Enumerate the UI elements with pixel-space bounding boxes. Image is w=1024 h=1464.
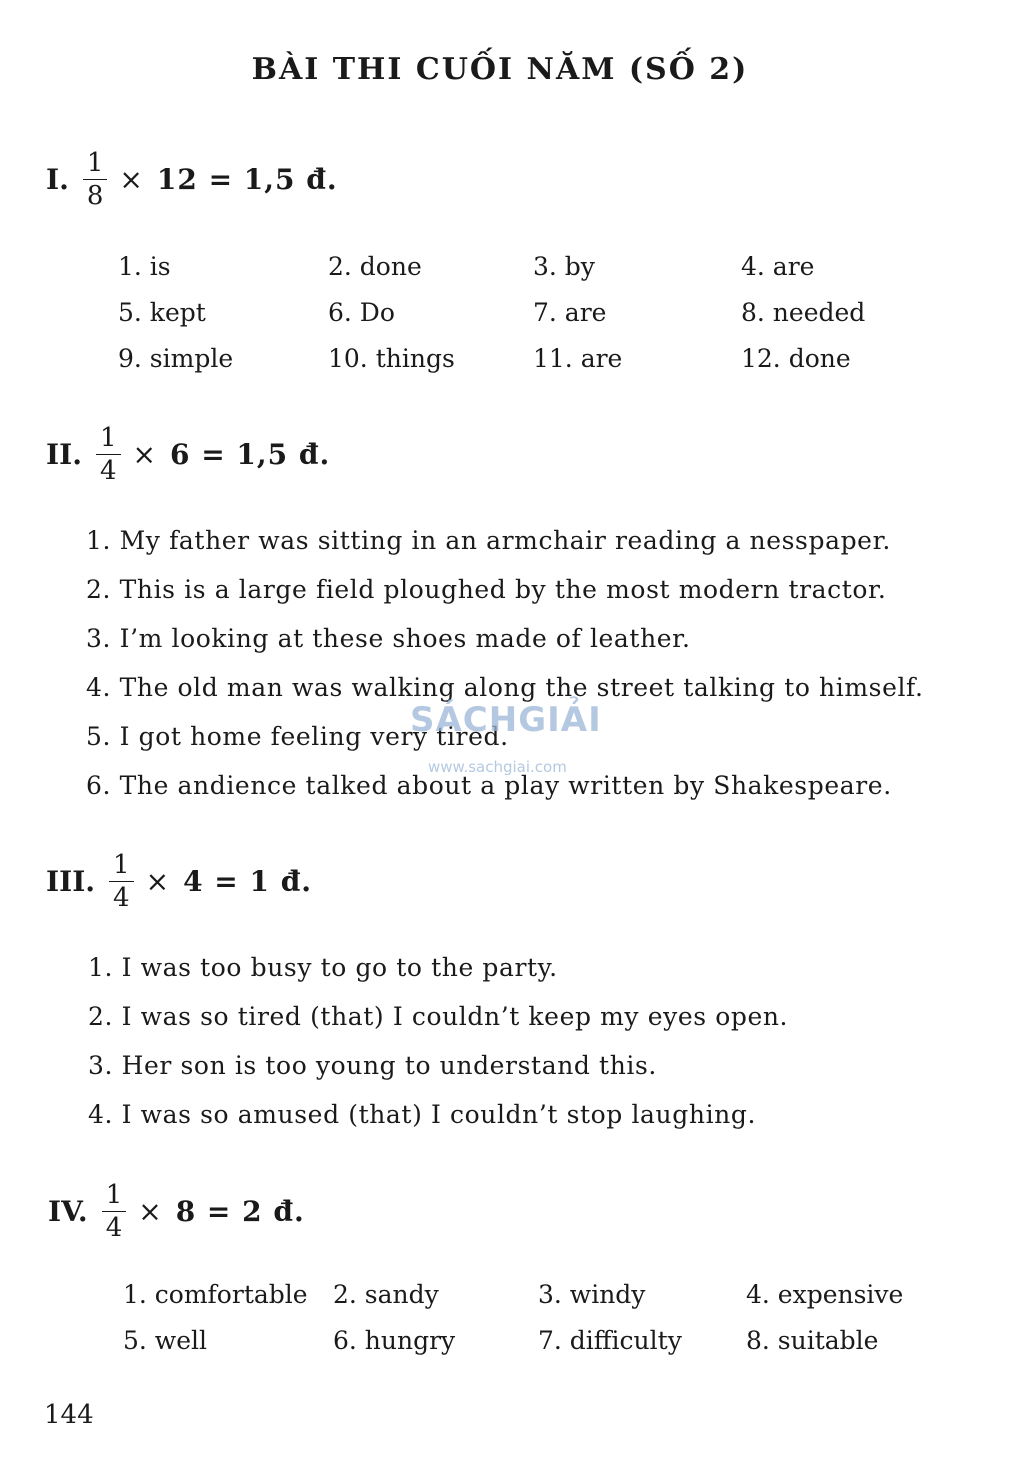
section-4-denominator: 4	[105, 1213, 123, 1243]
answer-item: 1. comfortable	[123, 1280, 308, 1309]
page-number: 144	[44, 1400, 94, 1430]
section-1-times-sign: ×	[119, 163, 143, 196]
answer-item: 3. windy	[538, 1280, 646, 1309]
section-4-expression: 8 = 2 đ.	[175, 1195, 305, 1228]
watermark-url: www.sachgiai.com	[428, 758, 567, 776]
page-title: BÀI THI CUỐI NĂM (SỐ 2)	[251, 52, 749, 87]
answer-sentence: 1. My father was sitting in an armchair reading a nesspaper.	[86, 526, 891, 555]
answer-sentence: 4. The old man was walking along the street talking to himself.	[86, 673, 924, 702]
answer-item: 7. difficulty	[538, 1326, 682, 1355]
answer-sentence: 1. I was too busy to go to the party.	[88, 953, 558, 982]
section-4-heading	[48, 1182, 305, 1241]
section-3-answers	[88, 943, 788, 1139]
answer-item: 3. by	[533, 252, 595, 281]
answer-item: 6. Do	[328, 298, 395, 327]
section-2-denominator: 4	[99, 456, 117, 486]
section-4-answers	[123, 1278, 946, 1358]
answer-sentence: 3. Her son is too young to understand this.	[88, 1051, 657, 1080]
answer-item: 2. sandy	[333, 1280, 439, 1309]
answer-sentence: 3. I’m looking at these shoes made of leather.	[86, 624, 691, 653]
answer-item: 8. needed	[741, 298, 866, 327]
section-3-denominator: 4	[113, 883, 130, 913]
section-1-denominator: 8	[86, 181, 104, 211]
section-2-fraction	[96, 425, 121, 484]
answer-item: 5. kept	[118, 298, 206, 327]
section-3-times-sign: ×	[145, 865, 170, 898]
answer-sentence: 6. The andience talked about a play written by Shakespeare.	[86, 771, 892, 800]
section-1-fraction	[83, 150, 108, 209]
watermark-logo: SÁCHGIẢI	[410, 700, 602, 740]
answer-item: 5. well	[123, 1326, 207, 1355]
answer-item: 12. done	[741, 344, 851, 373]
section-4-times-sign: ×	[138, 1195, 162, 1228]
section-2-numerator: 1	[96, 425, 121, 455]
section-3-roman: III.	[46, 865, 96, 898]
section-1-numerator: 1	[83, 150, 108, 180]
section-1-heading	[46, 150, 338, 209]
answer-sentence: 2. I was so tired (that) I couldn’t keep my eyes open.	[88, 1002, 789, 1031]
section-1-roman: I.	[46, 163, 69, 196]
answer-item: 4. expensive	[746, 1280, 904, 1309]
answer-sentence: 4. I was so amused (that) I couldn’t stop laughing.	[88, 1100, 757, 1129]
answer-item: 7. are	[533, 298, 607, 327]
section-2-times-sign: ×	[132, 438, 156, 471]
section-3-fraction	[109, 852, 134, 911]
section-2-heading	[46, 425, 330, 484]
answer-item: 9. simple	[118, 344, 234, 373]
section-3-numerator: 1	[109, 852, 134, 882]
section-2-expression: 6 = 1,5 đ.	[169, 438, 331, 471]
answer-item: 4. are	[741, 252, 815, 281]
answer-item: 8. suitable	[746, 1326, 879, 1355]
section-3-heading	[46, 852, 312, 911]
answer-item: 10. things	[328, 344, 455, 373]
section-4-numerator: 1	[102, 1182, 127, 1212]
section-1-expression: 12 = 1,5 đ.	[156, 163, 338, 196]
answer-item: 1. is	[118, 252, 171, 281]
answer-item: 11. are	[533, 344, 623, 373]
section-2-answers	[86, 516, 924, 810]
section-4-fraction	[102, 1182, 127, 1241]
answer-item: 6. hungry	[333, 1326, 456, 1355]
answer-sentence: 2. This is a large field ploughed by the most modern tractor.	[86, 575, 887, 604]
section-1-answers	[118, 250, 941, 376]
answer-item: 2. done	[328, 252, 422, 281]
section-3-expression: 4 = 1 đ.	[183, 865, 313, 898]
answer-sentence: 5. I got home feeling very tired.	[86, 722, 509, 751]
section-2-roman: II.	[46, 438, 82, 471]
section-4-roman: IV.	[48, 1195, 88, 1228]
